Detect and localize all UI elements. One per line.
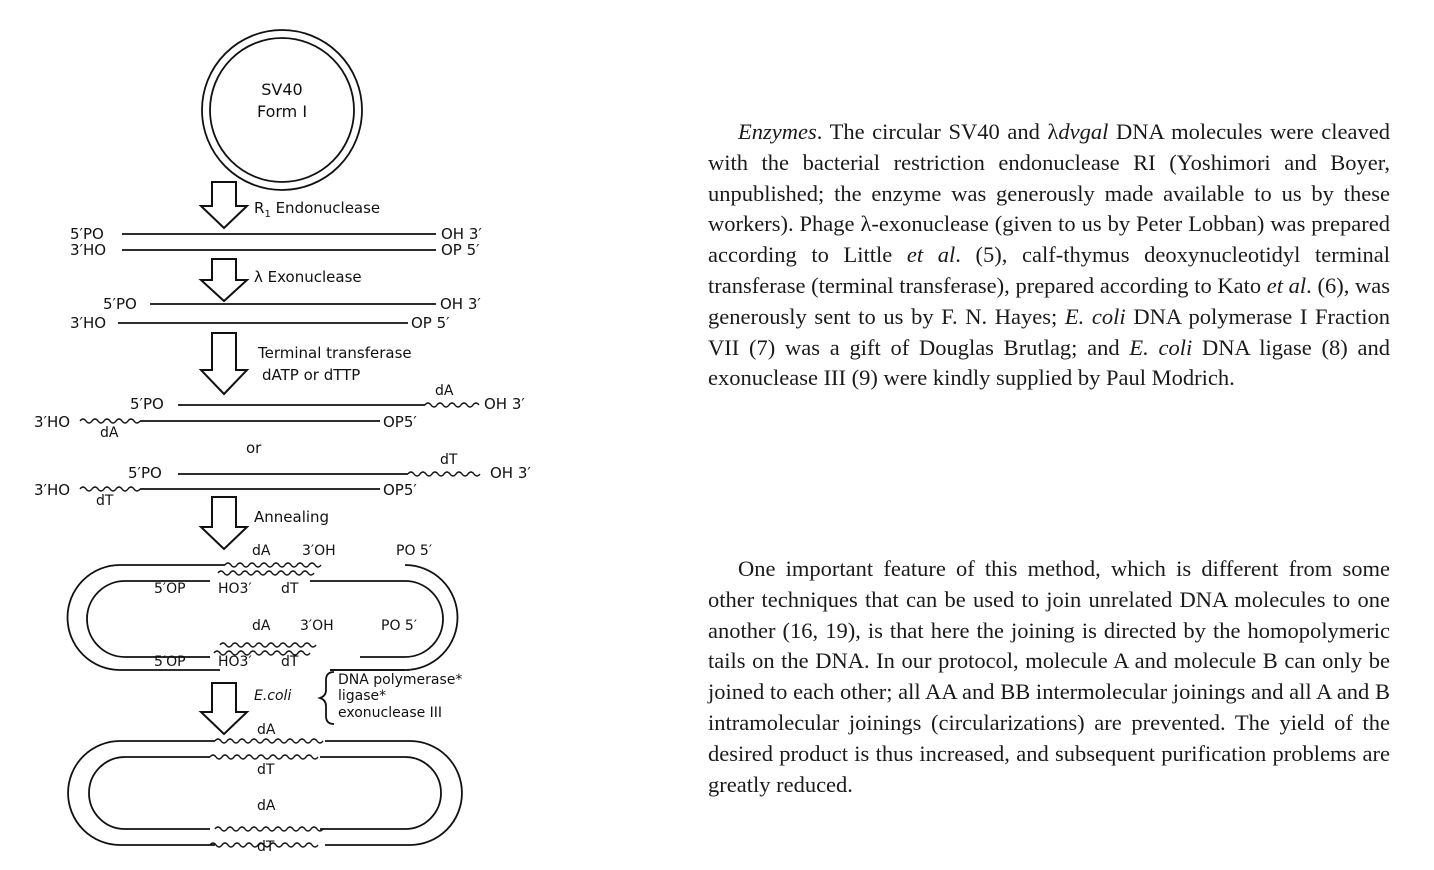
bottom-3oh-label: 3′OH — [300, 618, 334, 634]
circle-title-line2: Form I — [256, 102, 308, 121]
top-3oh-label: 3′OH — [302, 543, 336, 559]
bottom-ho3-label: HO3′ — [218, 654, 252, 670]
text-run: DNA molecules were cleaved with the bacterial restriction endonuclease RI (Yoshimori and Boyer, unpublished; the enzyme was generously made available to us by these workers). Phage λ-exonuclease (given to us by Peter Lobban) was prepared according to Little — [708, 119, 1390, 268]
left-bottom-label: 3′HO — [70, 241, 107, 259]
da-tailed-molecule — [34, 383, 525, 441]
step5-organism: E.coli — [254, 688, 292, 704]
top-da-label: dA — [252, 543, 271, 559]
et-al-term: et al — [906, 242, 956, 268]
text-run: . The circular SV40 and λ — [816, 119, 1059, 144]
feature-paragraph: One important feature of this method, which is different from some other techniques that can be used to join unrelated DNA molecules to one another (16, 19), is that here the joining is directed by the homopolymeric tails on the DNA. In our protocol, molecule A and molecule B can only be joined to each other; all AA and BB intermolecular joinings and all A and B intramolecular joinings (circularizations) are prevented. The yield of the desired product is thus increased, and subsequent purification problems are greatly reduced. — [708, 556, 1390, 797]
exonuclease-duplex — [70, 295, 481, 332]
text-run: . (5), calf-thymus deoxynucleotidyl terminal transferase (terminal transferase), prepared according to Kato — [708, 242, 1390, 298]
step4-label: Annealing — [254, 508, 330, 526]
tail-right-label: dA — [435, 383, 454, 399]
step2-arrow — [201, 259, 247, 301]
bottom-da-label: dA — [252, 618, 271, 634]
linear-duplex — [70, 225, 482, 259]
enzyme-3: exonuclease III — [338, 705, 443, 721]
dvgal-term: dvgal — [1058, 119, 1109, 144]
enzyme-brace — [320, 672, 334, 724]
bottom-po5-label: PO 5′ — [381, 618, 417, 634]
left-top-label: 5′PO — [70, 225, 104, 243]
right-top-label: OH 3′ — [440, 295, 481, 313]
tail-left-label: dT — [96, 493, 114, 509]
dna-joining-diagram — [0, 0, 620, 870]
ecoli-term: E. coli — [1129, 334, 1193, 360]
step1-arrow — [201, 182, 247, 228]
or-label: or — [246, 439, 262, 457]
enzymes-paragraph — [708, 117, 1390, 394]
right-bottom-label: OP5′ — [383, 481, 417, 499]
step4-arrow — [201, 497, 247, 549]
top-dt-label: dT — [281, 581, 299, 597]
step3-label-line1: Terminal transferase — [258, 344, 412, 362]
annealed-circle — [68, 543, 458, 670]
top-po5-label: PO 5′ — [396, 543, 432, 559]
step3-arrow — [201, 333, 247, 394]
bottom-5op-label: 5′OP — [154, 654, 186, 670]
step2-label: λ Exonuclease — [254, 268, 362, 286]
tail-right-label: dT — [440, 452, 458, 468]
tail-left-label: dA — [100, 425, 119, 441]
right-bottom-label: OP5′ — [383, 413, 417, 431]
left-top-label: 5′PO — [128, 464, 162, 482]
left-top-label: 5′PO — [103, 295, 137, 313]
final-bottom-da-label: dA — [257, 798, 276, 814]
top-ho3-label: HO3′ — [218, 581, 252, 597]
circle-title-line1: SV40 — [261, 80, 303, 99]
et-al-term: et al — [1266, 272, 1307, 298]
right-bottom-label: OP 5′ — [441, 241, 480, 259]
right-bottom-label: OP 5′ — [411, 314, 450, 332]
left-bottom-label: 3′HO — [70, 314, 107, 332]
step3-label-line2: dATP or dTTP — [262, 366, 361, 384]
final-top-dt-label: dT — [257, 762, 275, 778]
right-top-label: OH 3′ — [441, 225, 482, 243]
step1-label: $R_1$ Endonuclease — [254, 199, 381, 220]
bottom-dt-label: dT — [281, 654, 299, 670]
final-circle — [68, 722, 462, 855]
enzyme-1: DNA polymerase* — [338, 672, 463, 688]
right-top-label: OH 3′ — [484, 395, 525, 413]
sv40-circle — [202, 30, 362, 190]
ecoli-term: E. coli — [1064, 303, 1126, 329]
left-bottom-label: 3′HO — [34, 413, 71, 431]
top-5op-label: 5′OP — [154, 581, 186, 597]
final-bottom-dt-label: dT — [257, 839, 275, 855]
right-top-label: OH 3′ — [490, 464, 531, 482]
left-top-label: 5′PO — [130, 395, 164, 413]
text-run: DNA polymerase I Fraction VII (7) was a gift of Douglas Brutlag; and — [708, 303, 1390, 360]
left-bottom-label: 3′HO — [34, 481, 71, 499]
enzyme-2: ligase* — [338, 688, 387, 704]
enzymes-heading: Enzymes — [738, 119, 817, 144]
text-run: DNA ligase (8) and exonuclease III (9) were kindly supplied by Paul Modrich. — [708, 334, 1390, 391]
dt-tailed-molecule — [34, 452, 531, 509]
final-top-da-label: dA — [257, 722, 276, 738]
text-run: . (6), was generously sent to us by F. N. Hayes; — [708, 272, 1390, 329]
step5-arrow — [201, 683, 247, 734]
